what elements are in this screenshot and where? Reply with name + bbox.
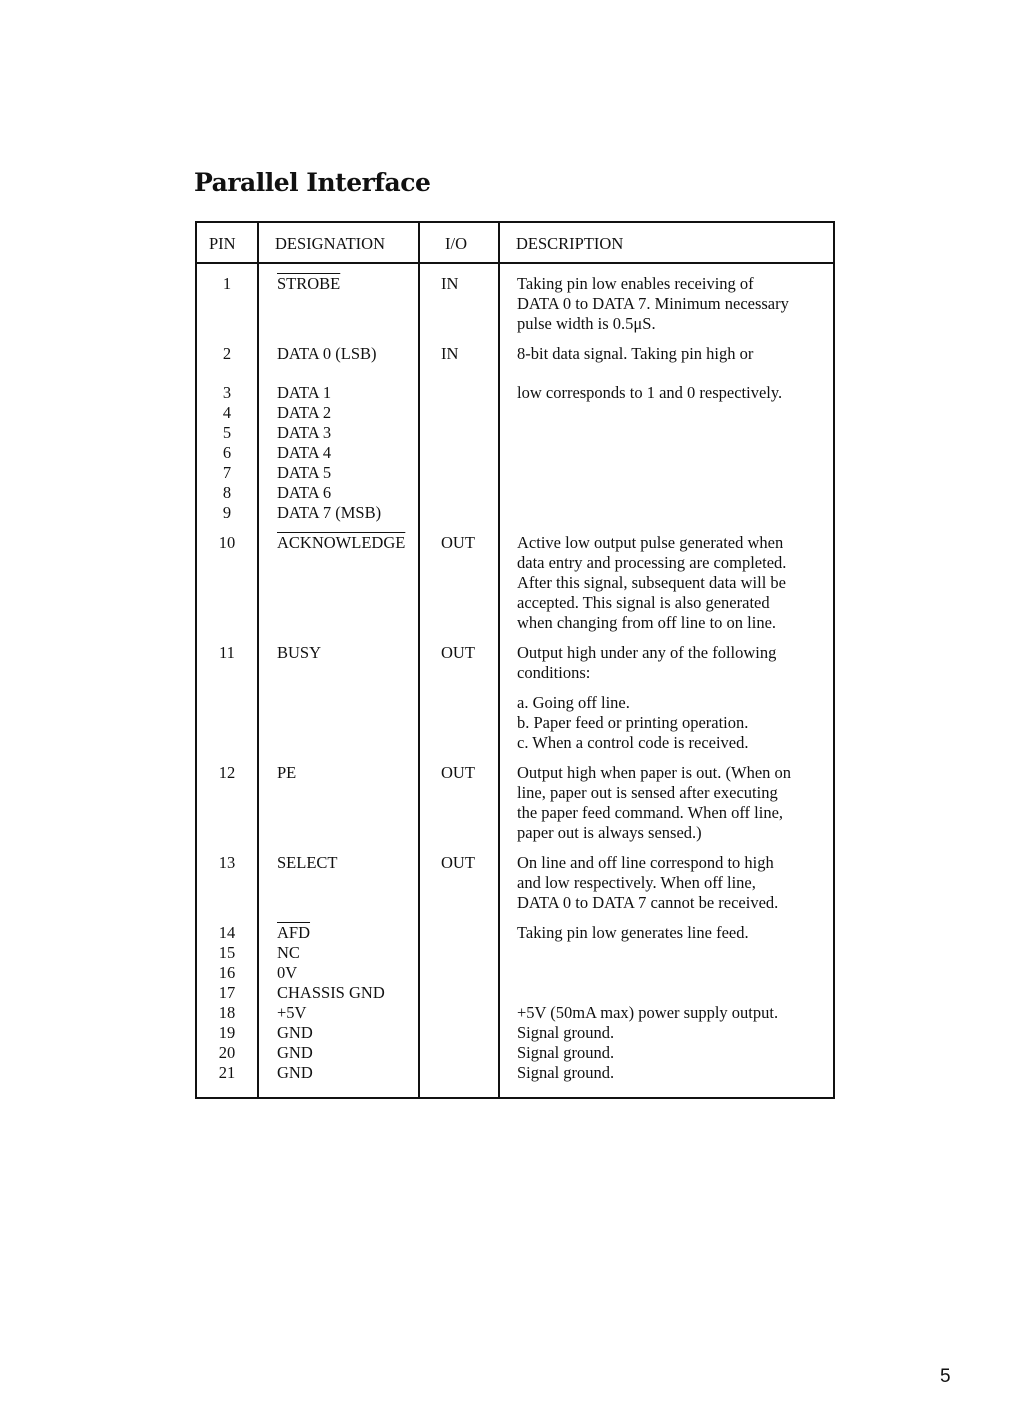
- description-line: DATA 0 to DATA 7 cannot be received.: [517, 893, 779, 912]
- parallel-interface-table: [195, 221, 835, 1099]
- page-title: Parallel Interface: [194, 168, 431, 197]
- pin-number: 18: [218, 1003, 236, 1022]
- designation: GND: [277, 1023, 313, 1042]
- description-line: a. Going off line.: [517, 693, 630, 712]
- designation: SELECT: [277, 853, 338, 872]
- io-direction: OUT: [441, 643, 475, 662]
- description-line: Taking pin low enables receiving of: [517, 274, 754, 293]
- pin-number: 21: [218, 1063, 236, 1082]
- designation: DATA 1: [277, 383, 332, 402]
- pin-number: 7: [222, 463, 232, 482]
- description-line: Output high when paper is out. (When on: [517, 763, 792, 782]
- description-line: After this signal, subsequent data will be: [517, 573, 786, 592]
- header-divider: [197, 262, 833, 264]
- designation: DATA 4: [277, 443, 332, 462]
- designation: DATA 3: [277, 423, 332, 442]
- pin-number: 13: [218, 853, 236, 872]
- pin-number: 6: [222, 443, 232, 462]
- designation: $\overline{AFD}$: [277, 923, 311, 942]
- designation: DATA 5: [277, 463, 332, 482]
- designation: DATA 7 (MSB): [277, 503, 382, 522]
- pin-number: 11: [219, 643, 235, 662]
- designation: DATA 6: [277, 483, 332, 502]
- description-line: line, paper out is sensed after executing: [517, 783, 778, 802]
- pin-number: 15: [218, 943, 236, 962]
- designation: GND: [277, 1043, 313, 1062]
- pin-number: 14: [218, 923, 236, 942]
- designation: DATA 2: [277, 403, 332, 422]
- description-line: +5V (50mA max) power supply output.: [517, 1003, 779, 1022]
- description-line: DATA 0 to DATA 7. Minimum necessary: [517, 294, 789, 313]
- io-direction: IN: [441, 274, 459, 293]
- description-line: when changing from off line to on line.: [517, 613, 777, 632]
- header-description: DESCRIPTION: [516, 234, 624, 253]
- header-pin: PIN: [209, 234, 236, 253]
- io-direction: IN: [441, 344, 459, 363]
- description-line: data entry and processing are completed.: [517, 553, 787, 572]
- description-line: paper out is always sensed.): [517, 823, 702, 842]
- description-line: pulse width is 0.5μS.: [517, 314, 656, 333]
- pin-number: 16: [218, 963, 236, 982]
- designation: GND: [277, 1063, 313, 1082]
- column-divider: [418, 223, 420, 1097]
- io-direction: OUT: [441, 853, 475, 872]
- description-line: 8-bit data signal. Taking pin high or: [517, 344, 754, 363]
- designation: +5V: [277, 1003, 307, 1022]
- column-divider: [257, 223, 259, 1097]
- pin-number: 2: [222, 344, 232, 363]
- designation: STROBE: [277, 274, 341, 293]
- description-line: b. Paper feed or printing operation.: [517, 713, 749, 732]
- pin-number: 9: [222, 503, 232, 522]
- page-number: 5: [940, 1366, 951, 1387]
- pin-number: 17: [218, 983, 236, 1002]
- designation: DATA 0 (LSB): [277, 344, 377, 363]
- pin-number: 8: [222, 483, 232, 502]
- description-line: Signal ground.: [517, 1023, 615, 1042]
- description-line: accepted. This signal is also generated: [517, 593, 770, 612]
- pin-number: 4: [222, 403, 232, 422]
- io-direction: OUT: [441, 763, 475, 782]
- description-line: and low respectively. When off line,: [517, 873, 756, 892]
- pin-number: 10: [218, 533, 236, 552]
- header-io: I/O: [445, 234, 467, 253]
- description-line: conditions:: [517, 663, 591, 682]
- designation: NC: [277, 943, 300, 962]
- designation: BUSY: [277, 643, 322, 662]
- description-line: Signal ground.: [517, 1063, 615, 1082]
- description-line: Taking pin low generates line feed.: [517, 923, 749, 942]
- description-line: low corresponds to 1 and 0 respectively.: [517, 383, 783, 402]
- header-designation: DESIGNATION: [275, 234, 385, 253]
- column-divider: [498, 223, 500, 1097]
- designation: PE: [277, 763, 297, 782]
- description-line: Active low output pulse generated when: [517, 533, 784, 552]
- description-line: Signal ground.: [517, 1043, 615, 1062]
- description-line: the paper feed command. When off line,: [517, 803, 784, 822]
- pin-number: 20: [218, 1043, 236, 1062]
- designation: CHASSIS GND: [277, 983, 385, 1002]
- pin-number: 12: [218, 763, 236, 782]
- pin-number: 1: [222, 274, 232, 293]
- pin-number: 19: [218, 1023, 236, 1042]
- designation: ACKNOWLEDGE: [277, 533, 406, 552]
- pin-number: 5: [222, 423, 232, 442]
- designation: 0V: [277, 963, 298, 982]
- io-direction: OUT: [441, 533, 475, 552]
- description-line: c. When a control code is received.: [517, 733, 749, 752]
- description-line: On line and off line correspond to high: [517, 853, 774, 872]
- pin-number: 3: [222, 383, 232, 402]
- description-line: Output high under any of the following: [517, 643, 777, 662]
